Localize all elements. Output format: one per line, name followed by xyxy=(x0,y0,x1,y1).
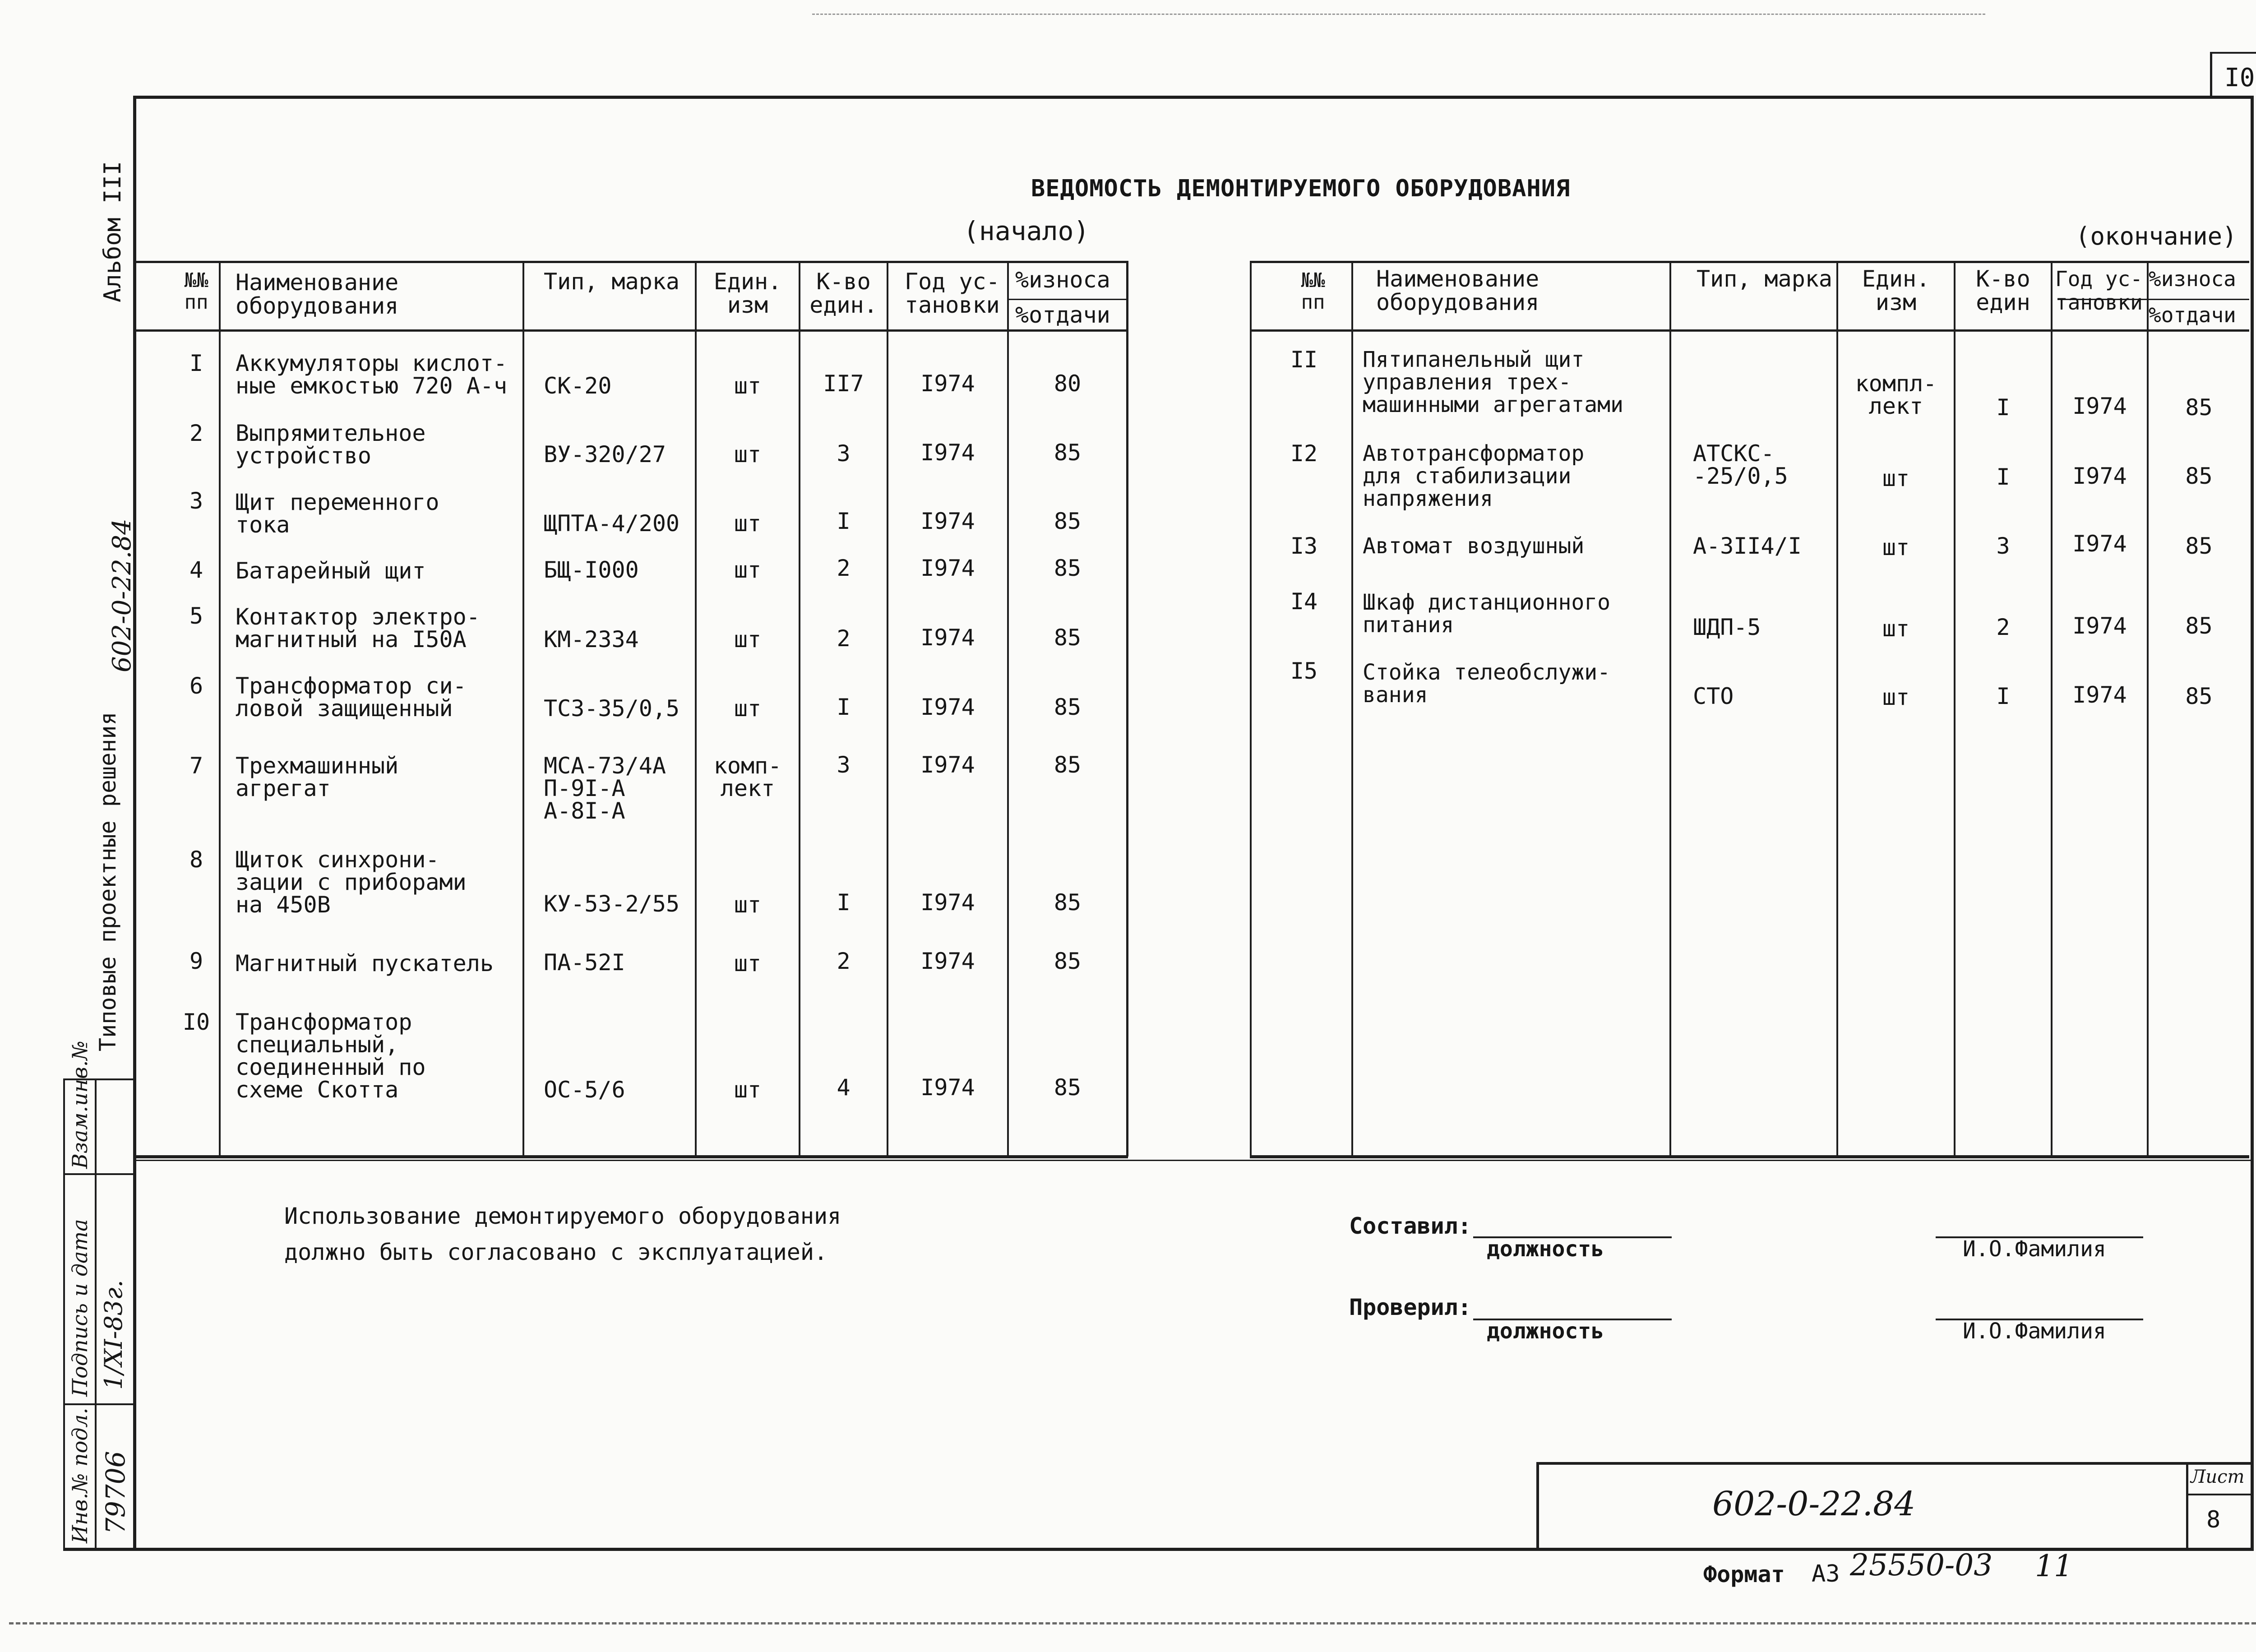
checked-by-label: Проверил: xyxy=(1349,1294,1471,1320)
sheet-corner-number: I0 xyxy=(2224,63,2255,93)
equipment-type: СТО xyxy=(1693,683,1734,709)
row-number: I2 xyxy=(1290,440,1318,467)
install-year: I974 xyxy=(920,440,975,466)
row-number: 6 xyxy=(189,673,203,699)
install-year: I974 xyxy=(920,555,975,581)
equipment-name: Щит переменного тока xyxy=(236,489,439,538)
quantity: 2 xyxy=(837,555,851,581)
install-year: I974 xyxy=(920,694,975,720)
sheet-number: 8 xyxy=(2206,1506,2221,1533)
compiled-position-caption: должность xyxy=(1487,1236,1604,1262)
row-number: 7 xyxy=(189,753,203,779)
equipment-type: ШДП-5 xyxy=(1693,614,1761,640)
equipment-name: Контактор электро- магнитный на I50А xyxy=(236,604,480,652)
row-number: I xyxy=(189,350,203,376)
right-header-qty: К-во един xyxy=(1976,266,2030,315)
unit: шт xyxy=(734,892,762,918)
equipment-type: ВУ-320/27 xyxy=(544,441,666,467)
row-number: 2 xyxy=(189,420,203,446)
page-title: ВЕДОМОСТЬ ДЕМОНТИРУЕМОГО ОБОРУДОВАНИЯ xyxy=(1031,175,1571,202)
equipment-name: Автомат воздушный xyxy=(1363,533,1585,559)
row-number: 8 xyxy=(189,847,203,873)
install-year: I974 xyxy=(2072,613,2127,639)
checked-position-caption: должность xyxy=(1487,1319,1604,1344)
quantity: 3 xyxy=(837,440,851,467)
install-year: I974 xyxy=(920,752,975,778)
quantity: 2 xyxy=(1996,614,2010,640)
install-year: I974 xyxy=(2072,531,2127,557)
unit: компл- лект xyxy=(1855,370,1937,419)
row-number: 4 xyxy=(189,557,203,583)
drawing-code: 602-0-22.84 xyxy=(1712,1485,1916,1523)
scan-edge-bottom xyxy=(9,1622,2256,1624)
row-number: 5 xyxy=(189,603,203,629)
unit: шт xyxy=(1882,684,1910,710)
left-header-qty: К-во един. xyxy=(809,268,878,318)
equipment-type: МСА-73/4А П-9I-А А-8I-А xyxy=(544,753,666,824)
wear-percent: 85 xyxy=(2185,613,2213,639)
equipment-type: КМ-2334 xyxy=(544,626,639,652)
quantity: 4 xyxy=(837,1074,851,1101)
frame-right xyxy=(2251,96,2254,1551)
order-number: 25550-03 xyxy=(1850,1548,1993,1583)
quantity: II7 xyxy=(823,370,864,397)
wear-percent: 85 xyxy=(2185,394,2213,421)
row-number: I3 xyxy=(1290,533,1318,559)
usage-note xyxy=(284,1198,841,1270)
unit: шт xyxy=(1882,615,1910,642)
wear-percent: 85 xyxy=(1054,555,1082,581)
checked-name-caption: И.О.Фамилия xyxy=(1963,1319,2106,1344)
row-number: I5 xyxy=(1290,658,1318,684)
format-value: А3 xyxy=(1812,1560,1840,1587)
wear-percent: 85 xyxy=(1054,889,1082,916)
scan-edge-top xyxy=(812,14,1985,15)
row-number: I4 xyxy=(1290,588,1318,615)
wear-percent: 85 xyxy=(1054,694,1082,720)
equipment-name: Аккумуляторы кислот- ные емкостью 720 А-ч xyxy=(236,350,508,399)
wear-percent: 85 xyxy=(2185,683,2213,709)
right-header-year: Год ус- тановки xyxy=(2055,267,2143,314)
wear-percent: 85 xyxy=(1054,948,1082,974)
row-number: II xyxy=(1290,347,1318,373)
equipment-name: Батарейный щит xyxy=(236,558,426,584)
equipment-name: Магнитный пускатель xyxy=(236,950,494,976)
install-year: I974 xyxy=(920,889,975,916)
right-header-unit: Един. изм xyxy=(1862,266,1930,315)
wear-percent: 80 xyxy=(1054,370,1082,397)
usage-note-line-1: Использование демонтируемого оборудования xyxy=(284,1203,841,1229)
left-header-no: №№ пп xyxy=(184,269,208,314)
wear-percent: 85 xyxy=(1054,752,1082,778)
unit: шт xyxy=(734,510,762,537)
install-year: I974 xyxy=(2072,682,2127,708)
right-header-type: Тип, марка xyxy=(1697,266,1833,292)
row-number: 3 xyxy=(189,488,203,514)
unit: шт xyxy=(1882,465,1910,491)
install-year: I974 xyxy=(920,625,975,651)
install-year: I974 xyxy=(920,1074,975,1101)
equipment-type: КУ-53-2/55 xyxy=(544,891,680,917)
frame-left xyxy=(133,96,136,1551)
order-suffix: 11 xyxy=(2035,1549,2073,1583)
equipment-type: СК-20 xyxy=(544,373,612,399)
unit: шт xyxy=(1882,534,1910,560)
equipment-type: ТСЗ-35/0,5 xyxy=(544,695,680,722)
equipment-type: А-3II4/I xyxy=(1693,533,1802,559)
quantity: 2 xyxy=(837,948,851,974)
equipment-name: Шкаф дистанционного питания xyxy=(1363,590,1611,638)
left-header-return: %отдачи xyxy=(1015,302,1110,328)
row-number: 9 xyxy=(189,948,203,974)
equipment-name: Трансформатор специальный, соединенный по схеме Скотта xyxy=(236,1009,426,1103)
right-header-wear: %износа xyxy=(2149,267,2236,291)
quantity: 2 xyxy=(837,625,851,652)
left-table-caption: (начало) xyxy=(963,216,1090,246)
quantity: I xyxy=(1996,394,2010,421)
format-label: Формат xyxy=(1703,1561,1785,1587)
quantity: I xyxy=(1996,464,2010,490)
unit: шт xyxy=(734,695,762,722)
equipment-name: Выпрямительное устройство xyxy=(236,420,426,469)
left-header-type: Тип, марка xyxy=(544,268,680,295)
unit: шт xyxy=(734,626,762,652)
compiled-by-label: Составил: xyxy=(1349,1213,1471,1239)
frame-top xyxy=(133,96,2254,99)
equipment-name: Пятипанельный щит управления трех- машинными агрегатами xyxy=(1363,347,1623,417)
wear-percent: 85 xyxy=(2185,533,2213,559)
unit: шт xyxy=(734,441,762,467)
quantity: I xyxy=(837,694,851,720)
compiled-name-caption: И.О.Фамилия xyxy=(1963,1236,2106,1262)
quantity: I xyxy=(1996,683,2010,709)
quantity: 3 xyxy=(837,752,851,778)
install-year: I974 xyxy=(2072,463,2127,489)
equipment-type: ЩПТА-4/200 xyxy=(544,510,680,537)
unit: шт xyxy=(734,557,762,583)
equipment-type: БЩ-I000 xyxy=(544,557,639,583)
equipment-name: Трехмашинный агрегат xyxy=(236,753,399,801)
install-year: I974 xyxy=(2072,393,2127,419)
quantity: 3 xyxy=(1996,533,2010,559)
wear-percent: 85 xyxy=(1054,625,1082,651)
wear-percent: 85 xyxy=(1054,440,1082,466)
equipment-type: ОС-5/6 xyxy=(544,1077,625,1103)
wear-percent: 85 xyxy=(1054,1074,1082,1101)
install-year: I974 xyxy=(920,370,975,397)
sheet-label: Лист xyxy=(2191,1467,2245,1487)
install-year: I974 xyxy=(920,948,975,974)
right-header-no: №№ пп xyxy=(1301,269,1325,314)
equipment-name: Трансформатор си- ловой защищенный xyxy=(236,673,467,722)
right-header-name: Наименование оборудования xyxy=(1376,266,1539,315)
left-header-wear: %износа xyxy=(1015,267,1110,293)
usage-note-line-2: должно быть согласовано с эксплуатацией. xyxy=(284,1239,828,1265)
unit: шт xyxy=(734,1077,762,1103)
wear-percent: 85 xyxy=(2185,463,2213,489)
row-number: I0 xyxy=(182,1009,210,1035)
document-page: I0 ВЕДОМОСТЬ ДЕМОНТИРУЕМОГО ОБОРУДОВАНИЯ (начало) (окончание) №№ пп Наименование оборудования Тип, марка Един. изм К-во един. Год ус- тановки %износа %отдачи I Аккумуляторы кислот- ные емкостью 720 А-ч СК-20 шт II7 I974 80 2 Выпрямительное устройство ВУ-320/27 шт 3 I974 85 3 Щит переменного тока ЩПТА-4/200 шт I I974 85 4 Батарейный щит БЩ-I000 шт 2 I974 85 5 Контактор электро- магнитный на I50А КМ-2334 шт 2 I974 85 6 Трансформатор си- ловой защищенный ТСЗ-35/0,5 шт I I974 85 7 Трехмашинный агрегат МСА-73/4А П-9I-А А-8I-А комп- лект 3 I974 85 8 Щиток синхрони- зации с приборами на 450В КУ-53-2/55 шт I I974 85 9 Магнитный пускатель ПА-52I шт 2 I974 85 I0 Трансформатор специальный, соединенный по схеме Скотта ОС-5/6 шт 4 I974 85 №№ пп Наименование оборудования Тип, марка Един. изм К-во един Год ус- тановки %износа %отдачи II Пятипанельный щит управления трех- машинными агрегатами компл- лект I I974 85 I2 Автотрансформатор для стабилизации напряжения АТСКС- -25/0,5 шт I I974 85 I3 Автомат воздушный А-3II4/I шт 3 I974 85 I4 Шкаф дистанционного питания ШДП-5 шт 2 I974 85 I5 Стойка телеобслужи- вания СТО шт I I974 85 Использование демонтируемого оборудования должно быть согласовано с эксплуатацией. Составил: должность И.О.Фамилия Проверил: должность И.О.Фамилия 602-0-22.84 Лист 8 Формат А3 25550-03 11 Альбом III 602-0-22.84 Типовые проектные решения Взам.инв.№ Подпись и дата 1/XI-83г. Инв.№ подл. 79706 xyxy=(0,0,2256,1652)
quantity: I xyxy=(837,508,851,534)
equipment-type: АТСКС- -25/0,5 xyxy=(1693,440,1788,489)
equipment-name: Щиток синхрони- зации с приборами на 450В xyxy=(236,847,467,918)
tables-bottom-rule xyxy=(133,1160,2254,1161)
left-header-name: Наименование оборудования xyxy=(236,269,399,319)
left-header-unit: Един. изм xyxy=(713,268,782,318)
equipment-type: ПА-52I xyxy=(544,949,625,976)
wear-percent: 85 xyxy=(1054,508,1082,534)
right-header-return: %отдачи xyxy=(2149,303,2236,327)
unit: комп- лект xyxy=(713,753,782,801)
install-year: I974 xyxy=(920,508,975,534)
equipment-name: Автотрансформатор для стабилизации напряжения xyxy=(1363,441,1585,511)
equipment-name: Стойка телеобслужи- вания xyxy=(1363,660,1611,708)
left-header-year: Год ус- тановки xyxy=(905,268,1000,318)
unit: шт xyxy=(734,373,762,399)
quantity: I xyxy=(837,889,851,916)
unit: шт xyxy=(734,950,762,976)
right-table-caption: (окончание) xyxy=(2076,222,2237,250)
